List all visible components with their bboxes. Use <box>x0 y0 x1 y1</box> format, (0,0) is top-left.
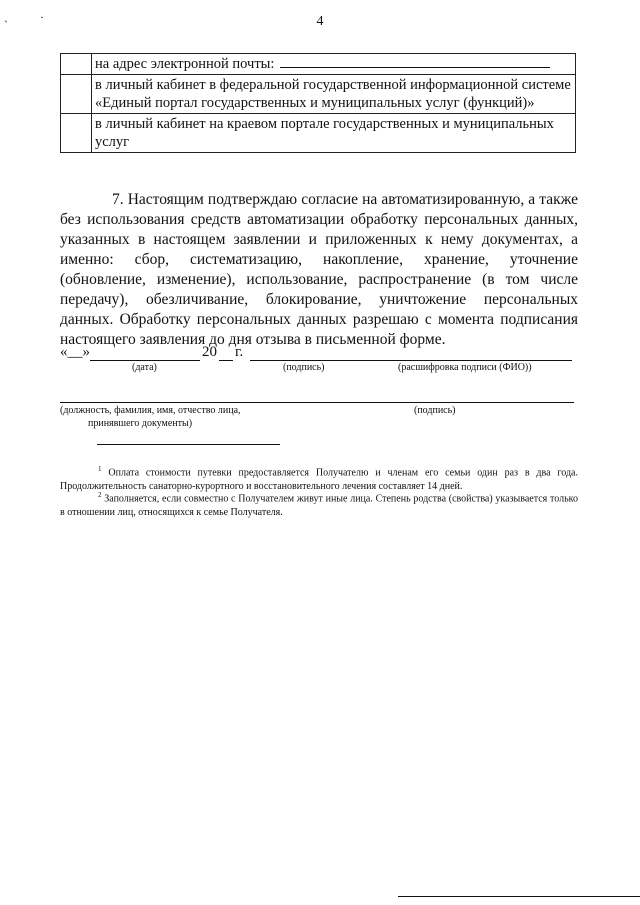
official-signature-caption: (подпись) <box>414 405 456 416</box>
signature-line[interactable] <box>250 360 572 361</box>
date-caption: (дата) <box>132 362 157 373</box>
footnote-2-mark: 2 <box>98 491 102 499</box>
option-regional-portal: в личный кабинет на краевом портале государственных и муниципальных услуг <box>92 114 576 153</box>
footnote-2 <box>60 488 578 520</box>
option-email <box>92 54 576 75</box>
table-row <box>61 54 576 75</box>
year-prefix: 20 <box>202 344 217 360</box>
footnote-1-text: Оплата стоимости путевки предоставляется Получателю и членам его семьи один раз в два года. Продолжительность санаторно-курортного и восстановительного лечения составляет 14 дней. <box>60 467 579 493</box>
checkbox-cell-regional-portal[interactable] <box>61 114 92 153</box>
delivery-options-table <box>60 53 576 153</box>
official-caption-1: (должность, фамилия, имя, отчество лица, <box>60 405 241 416</box>
consent-text: 7. Настоящим подтверждаю согласие на автоматизированную, а также без использования средств автоматизации обработку персональных данных, указанных в настоящем заявлении и приложенных к нему документах, а именно: сбор, систематизацию, накопление, хранение, уточнение (обновление, изменение), использование, распространение (в том числе передачу), обезличивание, блокирование, уничтожение персональных данных. Обработку персональных данных разрешаю с момента подписания настоящего заявления до дня отзыва в письменной форме. <box>60 191 578 348</box>
table-row <box>61 114 576 153</box>
footnote-1-mark: 1 <box>98 465 102 473</box>
bottom-edge-line <box>398 896 640 897</box>
option-federal-portal: в личный кабинет в федеральной государственной информационной системе «Единый портал государственных и муниципальных услуг (функций)» <box>92 75 576 114</box>
official-line[interactable] <box>60 402 574 403</box>
fio-caption: (расшифровка подписи (ФИО)) <box>398 362 532 373</box>
page-number: 4 <box>316 14 324 29</box>
signature-caption: (подпись) <box>283 362 325 373</box>
date-row <box>60 344 90 361</box>
year-line[interactable] <box>219 360 233 361</box>
footnote-2-text: Заполняется, если совместно с Получателем живут иные лица. Степень родства (свойства) указывается только в отношении лиц, относящихся к семье Получателя. <box>60 493 578 519</box>
scan-mark-right: · <box>40 10 44 24</box>
table-row <box>61 75 576 114</box>
checkbox-cell-email[interactable] <box>61 54 92 75</box>
option-email-label: на адрес электронной почты: <box>95 56 275 72</box>
consent-paragraph <box>60 190 578 350</box>
date-line[interactable] <box>90 360 200 361</box>
date-prefix: «__» <box>60 344 90 360</box>
year-suffix: г. <box>235 344 244 360</box>
checkbox-cell-federal-portal[interactable] <box>61 75 92 114</box>
scan-mark-left: ` <box>4 18 8 32</box>
official-caption-2: принявшего документы) <box>88 418 193 429</box>
footnote-separator <box>97 444 280 445</box>
email-blank-line[interactable] <box>280 55 550 68</box>
